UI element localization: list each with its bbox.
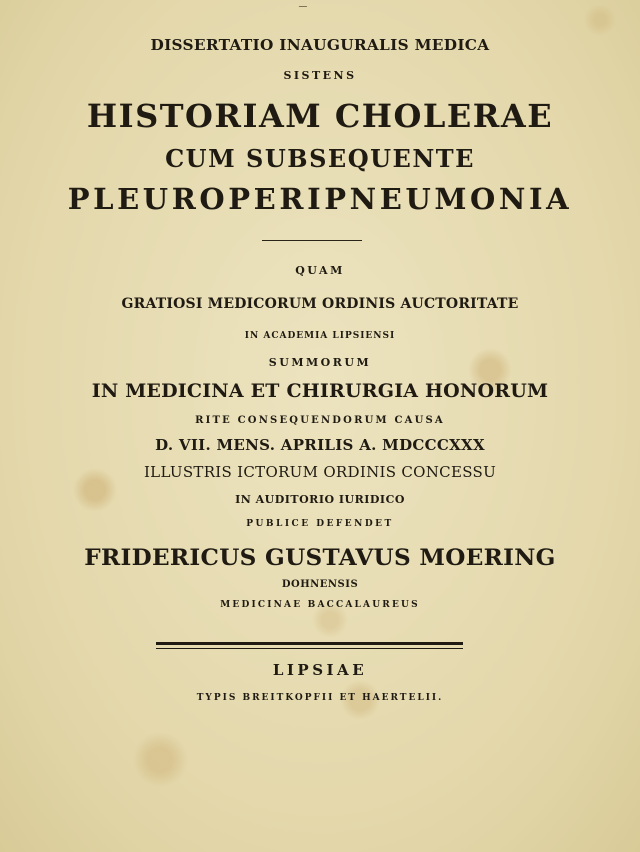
separator-rule <box>262 240 362 241</box>
defendet-line: PUBLICE DEFENDET <box>246 519 394 529</box>
auctoritate-line: GRATIOSI MEDICORUM ORDINIS AUCTORITATE <box>121 296 519 312</box>
auditorio-line: IN AUDITORIO IURIDICO <box>235 493 405 506</box>
main-title-line-2: CUM SUBSEQUENTE <box>165 144 475 173</box>
honorum-line: IN MEDICINA ET CHIRURGIA HONORUM <box>91 380 549 402</box>
place-line: LIPSIAE <box>272 661 368 679</box>
origin-line: DOHNENSIS <box>281 579 359 590</box>
main-title-line-1: HISTORIAM CHOLERAE <box>86 97 554 135</box>
page-mark <box>299 0 310 7</box>
date-line: D. VII. MENS. APRILIS A. MDCCCXXX <box>155 436 485 454</box>
printer-line: TYPIS BREITKOPFII ET HAERTELII. <box>196 693 444 703</box>
double-rule-top <box>156 642 463 645</box>
sistens-line: SISTENS <box>283 69 357 82</box>
double-rule-bottom <box>156 648 463 649</box>
summorum-line: SUMMORUM <box>268 356 372 369</box>
author-name: FRIDERICUS GUSTAVUS MOERING <box>84 545 556 571</box>
main-title-line-3: PLEUROPERIPNEUMONIA <box>67 182 573 216</box>
dissertation-heading: DISSERTATIO INAUGURALIS MEDICA <box>150 36 490 54</box>
causa-line: RITE CONSEQUENDORUM CAUSA <box>195 415 445 426</box>
academia-line: IN ACADEMIA LIPSIENSI <box>244 331 396 341</box>
degree-line: MEDICINAE BACCALAUREUS <box>220 600 420 610</box>
quam-line: QUAM <box>295 264 345 277</box>
concessu-line: ILLUSTRIS ICTORUM ORDINIS CONCESSU <box>143 463 497 481</box>
